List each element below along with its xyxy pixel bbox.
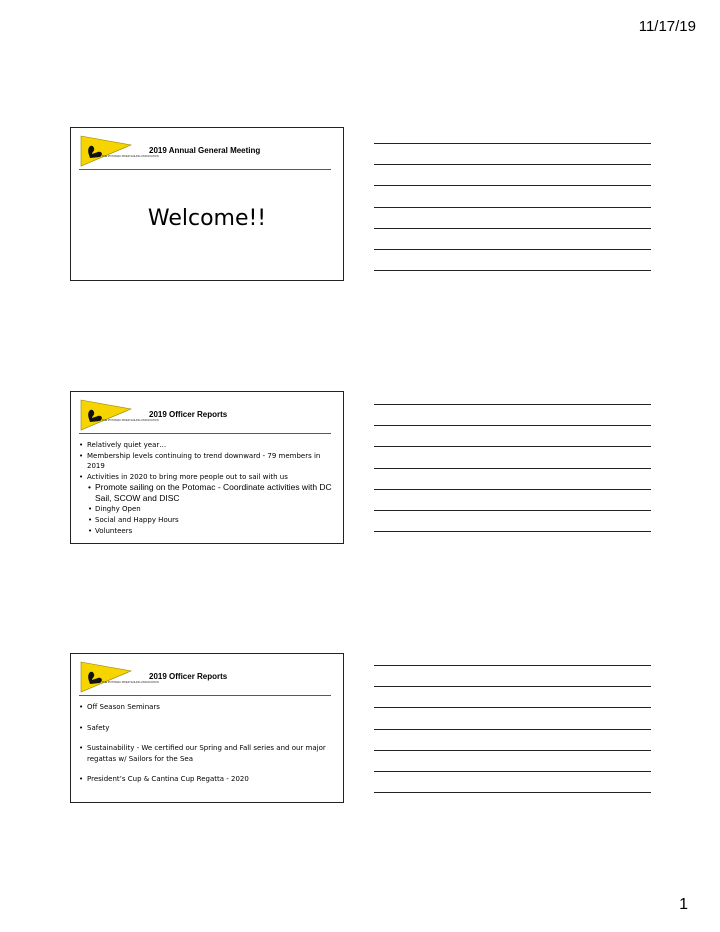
bullet-item: • Activities in 2020 to bring more people out to sail with us: [77, 472, 335, 483]
note-line: [374, 489, 651, 490]
slide-title: 2019 Annual General Meeting: [149, 146, 261, 155]
slide-title: 2019 Officer Reports: [149, 672, 228, 681]
note-line: [374, 404, 651, 405]
logo-text: THE POTOMAC RIVER SAILING ASSOCIATION: [102, 155, 159, 158]
note-line: [374, 686, 651, 687]
slide-header: [71, 654, 343, 696]
page-date: 11/17/19: [638, 18, 696, 35]
prsa-logo-icon: [80, 135, 159, 169]
bullet-item: • Membership levels continuing to trend downward - 79 members in 2019: [77, 451, 335, 472]
logo-text: THE POTOMAC RIVER SAILING ASSOCIATION: [102, 419, 159, 422]
note-line: [374, 207, 651, 208]
page-number: 1: [679, 896, 688, 913]
note-line: [374, 249, 651, 250]
slide-3: [70, 653, 344, 803]
note-line: [374, 228, 651, 229]
bullet-item: • Relatively quiet year…: [77, 440, 335, 451]
note-line: [374, 750, 651, 751]
note-line: [374, 185, 651, 186]
note-line: [374, 446, 651, 447]
note-line: [374, 771, 651, 772]
bullet-list: [77, 702, 335, 785]
note-line: [374, 143, 651, 144]
title-rule: [79, 169, 331, 170]
note-line: [374, 707, 651, 708]
prsa-logo-icon: [80, 399, 159, 433]
title-rule: [79, 433, 331, 434]
sub-bullet-item: • Social and Happy Hours: [77, 515, 335, 526]
note-line: [374, 665, 651, 666]
note-line: [374, 729, 651, 730]
prsa-logo-icon: [80, 661, 159, 695]
slide-header: [71, 128, 343, 170]
title-rule: [79, 695, 331, 696]
note-line: [374, 468, 651, 469]
slide-header: [71, 392, 343, 434]
slide-2: [70, 391, 344, 544]
slide-title: 2019 Officer Reports: [149, 410, 228, 419]
note-line: [374, 531, 651, 532]
bullet-list: [77, 440, 335, 536]
slide-1: [70, 127, 344, 281]
logo-text: THE POTOMAC RIVER SAILING ASSOCIATION: [102, 681, 159, 684]
note-line: [374, 270, 651, 271]
bullet-item: • Sustainability - We certified our Spring and Fall series and our major regattas w/ Sailors for the Sea: [77, 743, 335, 764]
sub-bullet-item: • Volunteers: [77, 526, 335, 537]
welcome-heading: Welcome!!: [147, 206, 267, 231]
sub-bullet-item: • Dinghy Open: [77, 504, 335, 515]
bullet-item: • Off Season Seminars: [77, 702, 335, 713]
bullet-item: • President’s Cup & Cantina Cup Regatta - 2020: [77, 774, 335, 785]
note-line: [374, 425, 651, 426]
sub-bullet-item: • Promote sailing on the Potomac - Coordinate activities with DC Sail, SCOW and DISC: [77, 482, 335, 504]
note-line: [374, 510, 651, 511]
note-line: [374, 792, 651, 793]
bullet-item: • Safety: [77, 723, 335, 734]
note-line: [374, 164, 651, 165]
